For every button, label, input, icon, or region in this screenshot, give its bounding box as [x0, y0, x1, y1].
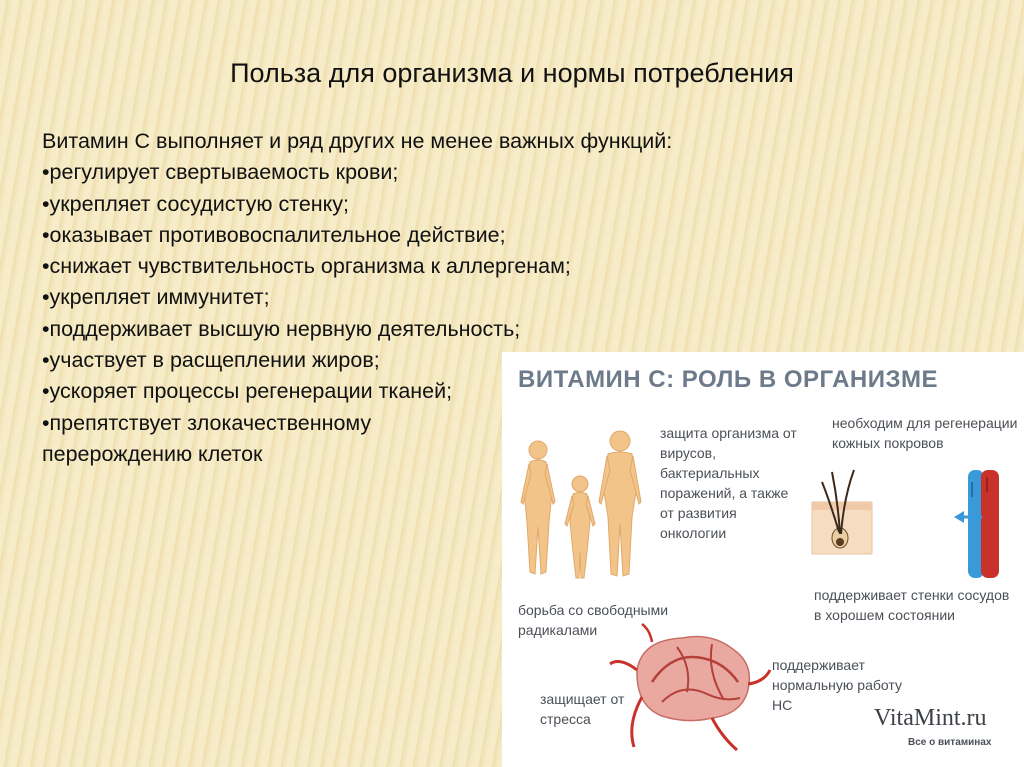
bullet-item: •укрепляет иммунитет;: [42, 285, 270, 310]
caption-radicals: [518, 600, 678, 640]
caption-line: защищает от: [540, 691, 625, 707]
brain-icon: [610, 624, 770, 750]
bullet-item: •поддерживает высшую нервную деятельность;: [42, 316, 521, 341]
body-text: [42, 126, 673, 470]
brand-subtitle: Все о витаминах: [908, 737, 992, 748]
caption-line: онкологии: [660, 525, 727, 541]
caption-line: поражений, а также: [660, 485, 789, 501]
caption-line: стресса: [540, 711, 591, 727]
caption-line: радикалами: [518, 622, 598, 638]
bullet-item: •оказывает противовоспалительное действие;: [42, 222, 506, 247]
caption-line: нормальную работу: [772, 677, 902, 693]
caption-line: защита организма от: [660, 425, 797, 441]
caption-line: от развития: [660, 505, 737, 521]
caption-line: НС: [772, 697, 793, 713]
caption-line: поддерживает стенки сосудов: [814, 587, 1010, 603]
bullet-item: •снижает чувствительность организма к аллергенам;: [42, 254, 571, 279]
skin-follicle-icon: [812, 470, 872, 554]
vitamin-c-infographic: [502, 352, 1024, 767]
caption-line: кожных покровов: [832, 435, 944, 451]
caption-vessels: [814, 585, 1014, 625]
woman-figure-icon: [521, 441, 555, 574]
caption-stress: [540, 689, 630, 729]
bullet-item: перерождению клеток: [42, 441, 263, 466]
caption-line: борьба со свободными: [518, 602, 669, 618]
bullet-item: •регулирует свертываемость крови;: [42, 160, 399, 185]
caption-line: поддерживает: [772, 657, 865, 673]
child-figure-icon: [565, 476, 595, 578]
man-figure-icon: [599, 431, 641, 576]
bullet-item: •ускоряет процессы регенерации тканей;: [42, 379, 453, 404]
intro-text: Витамин С выполняет и ряд других не менее важных функций:: [42, 129, 673, 153]
caption-line: в хорошем состоянии: [814, 607, 955, 623]
bullet-item: •препятствует злокачественному: [42, 410, 372, 435]
caption-line: необходим для регенерации: [832, 415, 1018, 431]
blood-vessels-icon: [954, 470, 999, 578]
caption-protection: [660, 423, 820, 543]
bullet-item: •укрепляет сосудистую стенку;: [42, 191, 350, 216]
brand-logo: VitaMint.ru: [874, 705, 987, 731]
infographic-title: ВИТАМИН С: РОЛЬ В ОРГАНИЗМЕ: [518, 366, 939, 393]
slide-title: Польза для организма и нормы потребления: [230, 58, 794, 88]
caption-regeneration: [832, 413, 1022, 453]
caption-line: бактериальных: [660, 465, 760, 481]
caption-line: вирусов,: [660, 445, 716, 461]
bullet-item: •участвует в расщеплении жиров;: [42, 348, 380, 373]
